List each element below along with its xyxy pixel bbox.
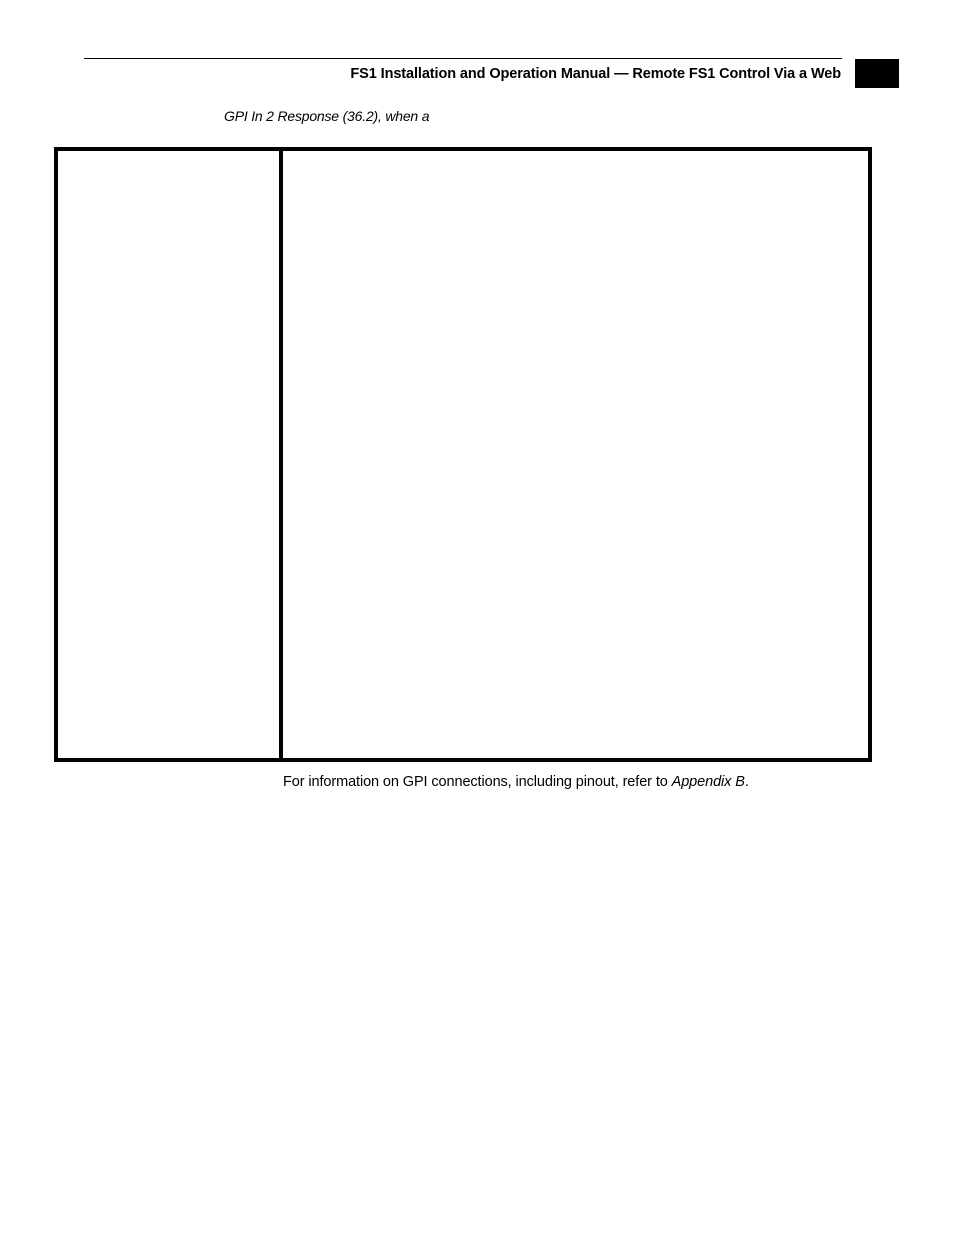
table-caption: GPI In 2 Response (36.2), when a bbox=[224, 108, 430, 124]
page-header-title: FS1 Installation and Operation Manual — Remote FS1 Control Via a Web bbox=[350, 66, 841, 82]
table-cell-description bbox=[283, 151, 868, 758]
table-cell-parameter bbox=[58, 151, 283, 758]
page-tab-marker bbox=[855, 59, 899, 88]
parameter-table bbox=[54, 147, 872, 762]
appendix-reference: Appendix B bbox=[671, 774, 745, 790]
header-rule bbox=[84, 58, 842, 59]
reference-note-suffix: . bbox=[744, 774, 749, 790]
reference-note bbox=[283, 774, 749, 790]
reference-note-prefix: For information on GPI connections, including pinout, refer to bbox=[283, 774, 672, 790]
